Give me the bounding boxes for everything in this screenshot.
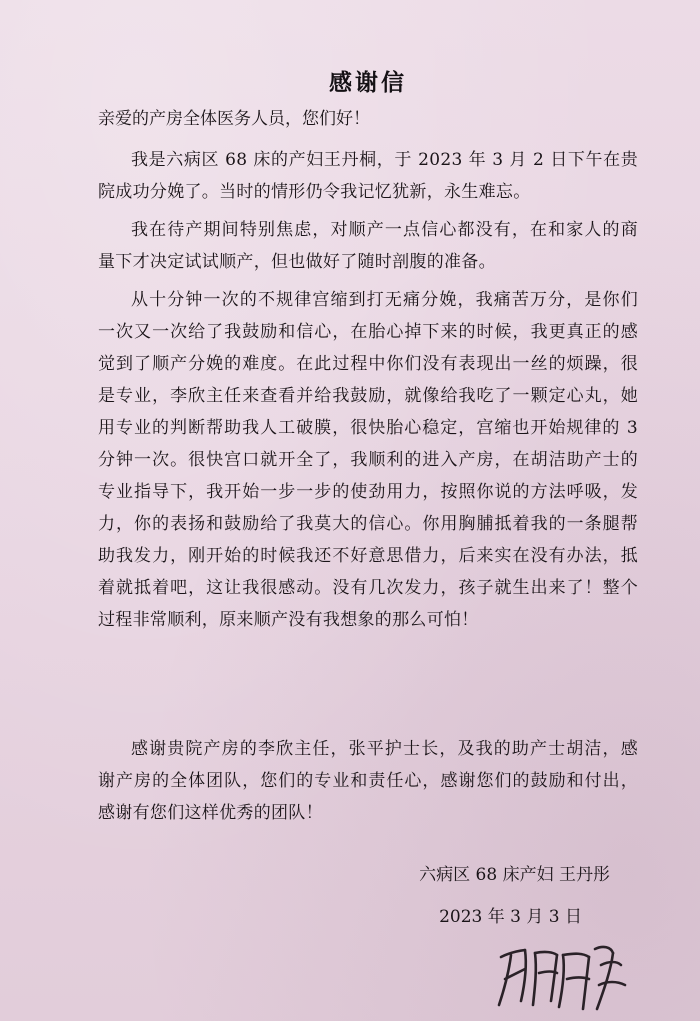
paragraph-2 [98, 214, 638, 278]
paragraph-line: 从十分钟一次的不规律宫缩到打无痛分娩，我痛苦万分，是你们 [131, 290, 638, 310]
paragraph-line: 谢产房的全体团队，您们的专业和责任心，感谢您们的鼓励和付出， [98, 771, 638, 791]
letter-greeting: 亲爱的产房全体医务人员，您们好！ [98, 109, 370, 129]
letter-title: 感谢信 [329, 69, 407, 96]
letter-date: 2023 年 3 月 3 日 [439, 907, 582, 927]
sender-line: 六病区 68 床产妇 王丹彤 [419, 865, 610, 885]
paragraph-line: 用专业的判断帮助我人工破膜，很快胎心稳定，宫缩也开始规律的 3 [98, 418, 638, 438]
paragraph-line: 我是六病区 68 床的产妇王丹桐，于 2023 年 3 月 2 日下午在贵 [131, 150, 638, 170]
paragraph-line: 量下才决定试试顺产，但也做好了随时剖腹的准备。 [98, 252, 496, 272]
paragraph-line: 一次又一次给了我鼓励和信心，在胎心掉下来的时候，我更真正的感 [98, 322, 638, 342]
paragraph-line: 感谢有您们这样优秀的团队！ [98, 803, 323, 823]
paragraph-line: 我在待产期间特别焦虑，对顺产一点信心都没有，在和家人的商 [131, 220, 638, 240]
paragraph-3 [98, 284, 638, 636]
paragraph-line: 助我发力，刚开始的时候我还不好意思借力，后来实在没有办法，抵 [98, 546, 638, 566]
handwritten-signature-icon [495, 935, 635, 1015]
paragraph-line: 过程非常顺利，原来顺产没有我想象的那么可怕！ [98, 610, 479, 630]
paragraph-line: 觉到了顺产分娩的难度。在此过程中你们没有表现出一丝的烦躁，很 [98, 354, 638, 374]
paragraph-line: 着就抵着吧，这让我很感动。没有几次发力，孩子就生出来了！整个 [98, 578, 638, 598]
paragraph-1 [98, 144, 638, 208]
paragraph-line: 力，你的表扬和鼓励给了我莫大的信心。你用胸脯抵着我的一条腿帮 [98, 514, 638, 534]
paragraph-line: 感谢贵院产房的李欣主任，张平护士长，及我的助产士胡洁，感 [131, 739, 638, 759]
paragraph-line: 分钟一次。很快宫口就开全了，我顺利的进入产房，在胡洁助产士的 [98, 450, 638, 470]
paragraph-line: 院成功分娩了。当时的情形仍令我记忆犹新，永生难忘。 [98, 182, 531, 202]
paragraph-line: 是专业，李欣主任来查看并给我鼓励，就像给我吃了一颗定心丸，她 [98, 386, 638, 406]
paragraph-4 [98, 733, 638, 829]
paragraph-line: 专业指导下，我开始一步一步的使劲用力，按照你说的方法呼吸，发 [98, 482, 638, 502]
